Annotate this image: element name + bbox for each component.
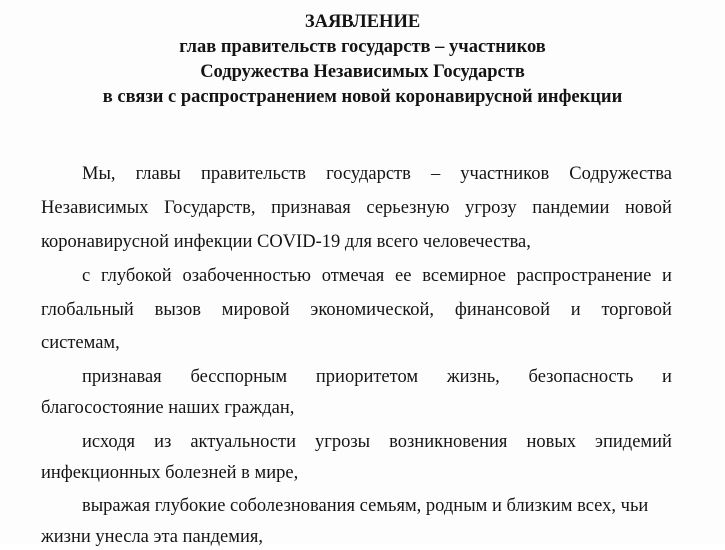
word: вызов [154,300,201,320]
word: безопасность [528,367,634,387]
word: приоритетом [315,367,419,387]
word: отмечая [321,266,385,286]
word: исходя [82,432,136,452]
p2-line-1 [82,263,672,289]
word: всемирное [422,266,506,286]
word: участников [460,164,550,184]
p5-line-2: жизни унесла эта пандемия, [41,527,263,547]
word: глубокой [100,266,172,286]
word: признавая [82,367,162,387]
p2-line-3: системам, [41,333,120,353]
word: бесспорным [190,367,288,387]
p3-line-2: благосостояние наших граждан, [41,398,295,418]
word: из [154,432,172,452]
word: угрозу [465,198,517,218]
word: Государств, [164,198,256,218]
p5-line-1: выражая глубокие соболезнования семьям, родным и близким всех, чьи [82,496,649,516]
word: финансовой [454,300,550,320]
word: главы [135,164,181,184]
word: глобальный [41,300,134,320]
p4-line-1 [82,429,672,455]
word: с [82,266,91,286]
p1-line-3: коронавирусной инфекции COVID-19 для всего человечества, [41,232,531,252]
word: распространение [516,266,652,286]
p1-line-1 [82,161,672,187]
p3-line-1 [82,364,672,390]
p2-line-2 [41,297,672,323]
word: и [570,300,581,320]
word: государств [326,164,411,184]
word: новых [526,432,577,452]
word: угрозы [315,432,371,452]
document-subtitle-line-1: глав правительств государств – участников [179,37,546,57]
document-title: ЗАЯВЛЕНИЕ [304,12,421,32]
word: жизнь, [446,367,500,387]
word: мировой [221,300,290,320]
document-subtitle-line-2: Содружества Независимых Государств [200,62,525,82]
word: актуальности [190,432,296,452]
word: – [430,164,441,184]
word: новой [625,198,672,218]
word: признавая [271,198,351,218]
word: и [662,266,672,286]
word: эпидемий [595,432,672,452]
word: торговой [601,300,672,320]
word: озабоченностью [182,266,311,286]
word: ее [395,266,412,286]
word: пандемии [532,198,610,218]
word: и [662,367,672,387]
word: Содружества [569,164,672,184]
p4-line-2: инфекционных болезней в мире, [41,463,299,483]
word: Мы, [82,164,116,184]
word: Независимых [41,198,149,218]
word: серьезную [366,198,450,218]
word: правительств [200,164,306,184]
document-subtitle-line-3: в связи с распространением новой коронавирусной инфекции [102,87,623,107]
word: экономической, [310,300,435,320]
word: возникновения [389,432,508,452]
p1-line-2 [41,195,672,221]
